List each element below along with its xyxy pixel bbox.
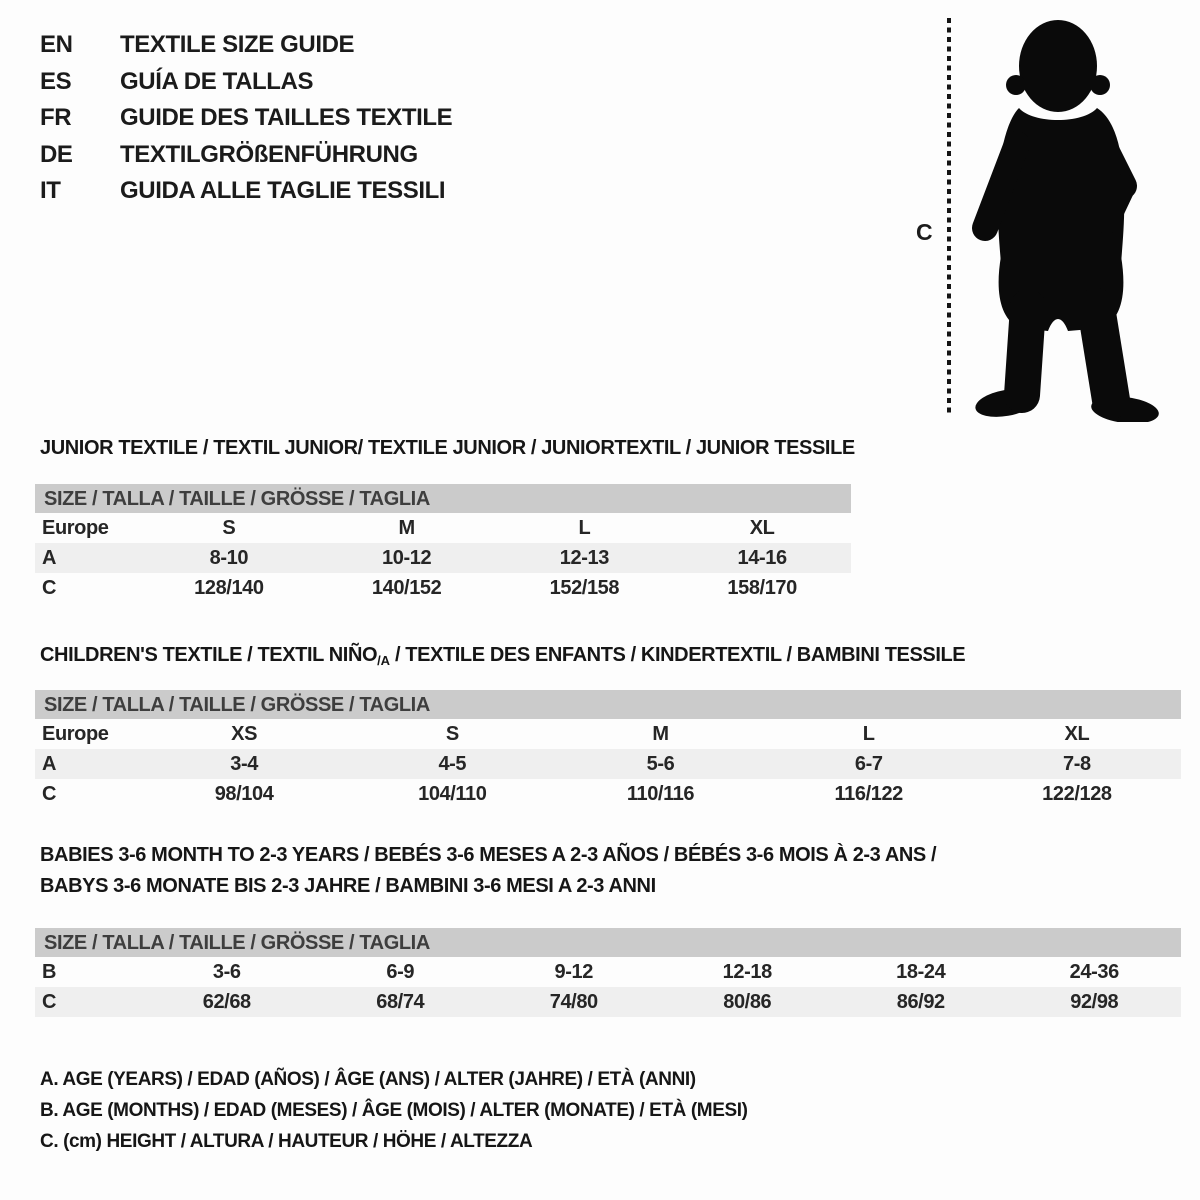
height-measure-line	[947, 18, 951, 415]
row-label: A	[42, 753, 57, 775]
row-label: A	[42, 547, 57, 569]
size-cell: 98/104	[214, 783, 274, 805]
row-label: Europe	[42, 517, 109, 539]
section-title-text: / TEXTILE DES ENFANTS / KINDERTEXTIL / BAMBINI TESSILE	[389, 644, 966, 666]
height-measure-label: C	[916, 219, 933, 245]
section-title-text: JUNIOR TEXTILE / TEXTIL JUNIOR/ TEXTILE JUNIOR / JUNIORTEXTIL / JUNIOR TESSILE	[40, 437, 855, 459]
size-table-header: SIZE / TALLA / TAILLE / GRÖSSE / TAGLIA	[35, 690, 1181, 719]
section-babies-textile	[35, 840, 1181, 1022]
section-childrens-textile	[35, 640, 1181, 820]
section-title	[35, 640, 1181, 672]
guide-title-it: GUIDA ALLE TAGLIE TESSILI	[120, 177, 446, 204]
size-cell: S	[445, 723, 459, 745]
section-title	[35, 433, 855, 464]
size-cell: XL	[1064, 723, 1090, 745]
guide-title-es: GUÍA DE TALLAS	[120, 67, 314, 95]
section-title	[35, 840, 1181, 871]
table-row	[35, 719, 1181, 749]
language-row	[40, 173, 452, 210]
size-cell: 158/170	[727, 577, 797, 599]
size-cell: 12-18	[722, 961, 772, 983]
size-cell: 116/122	[834, 783, 903, 805]
guide-title-fr: GUIDE DES TAILLES TEXTILE	[120, 104, 453, 131]
legend-line-b: B. AGE (MONTHS) / EDAD (MESES) / ÂGE (MOIS) / ALTER (MONATE) / ETÀ (MESI)	[40, 1100, 748, 1121]
size-cell: 74/80	[549, 991, 598, 1013]
size-cell: 152/158	[549, 577, 620, 599]
row-label: C	[42, 577, 57, 599]
size-cell: 104/110	[418, 783, 487, 805]
size-cell: 10-12	[382, 547, 432, 569]
table-row	[35, 749, 1181, 779]
size-cell: 140/152	[371, 577, 442, 599]
size-cell: 3-4	[230, 753, 258, 775]
section-title-text: BABIES 3-6 MONTH TO 2-3 YEARS / BEBÉS 3-6 MESES A 2-3 AÑOS / BÉBÉS 3-6 MOIS À 2-3 ANS /	[40, 844, 937, 866]
row-label: C	[42, 991, 57, 1013]
table-row	[35, 987, 1181, 1017]
guide-title-de: TEXTILGRÖßENFÜHRUNG	[120, 140, 418, 168]
size-cell: 86/92	[896, 991, 945, 1013]
size-cell: 92/98	[1070, 991, 1119, 1013]
size-table-header: SIZE / TALLA / TAILLE / GRÖSSE / TAGLIA	[35, 928, 1181, 957]
size-cell: L	[578, 517, 591, 539]
table-row	[35, 779, 1181, 809]
size-table-header: SIZE / TALLA / TAILLE / GRÖSSE / TAGLIA	[35, 484, 851, 513]
size-cell: 7-8	[1063, 753, 1091, 775]
size-cell: XL	[749, 517, 775, 539]
size-cell: M	[398, 517, 415, 539]
size-cell: 5-6	[646, 753, 675, 775]
toddler-silhouette-icon	[955, 12, 1165, 422]
measure-legend	[40, 1064, 748, 1157]
language-code: IT	[40, 177, 61, 204]
language-code: ES	[40, 67, 72, 95]
guide-title-en: TEXTILE SIZE GUIDE	[120, 31, 355, 58]
size-cell: 6-9	[386, 961, 415, 983]
table-row	[35, 543, 851, 573]
language-code: EN	[40, 31, 73, 58]
section-title-sub: /A	[377, 653, 390, 668]
size-cell: 62/68	[202, 991, 251, 1013]
section-title-text: BABYS 3-6 MONATE BIS 2-3 JAHRE / BAMBINI 3-6 MESI A 2-3 ANNI	[40, 875, 656, 897]
size-cell: L	[862, 723, 875, 745]
table-row	[35, 513, 851, 543]
size-cell: 8-10	[209, 547, 249, 569]
size-cell: 3-6	[212, 961, 241, 983]
section-junior-textile	[35, 433, 855, 613]
legend-line-a: A. AGE (YEARS) / EDAD (AÑOS) / ÂGE (ANS) / ALTER (JAHRE) / ETÀ (ANNI)	[40, 1069, 696, 1090]
size-cell: 12-13	[559, 547, 609, 569]
size-cell: 14-16	[737, 547, 787, 569]
size-table	[35, 690, 1181, 809]
language-title-list	[40, 27, 452, 210]
size-cell: 110/116	[626, 783, 695, 805]
language-row	[40, 137, 452, 174]
language-row	[40, 27, 452, 64]
size-cell: 24-36	[1069, 961, 1119, 983]
section-title-text: CHILDREN'S TEXTILE / TEXTIL NIÑO	[40, 644, 378, 666]
language-row	[40, 100, 452, 137]
size-cell: M	[652, 723, 669, 745]
size-cell: XS	[231, 723, 258, 745]
size-cell: 6-7	[854, 753, 883, 775]
size-cell: 4-5	[438, 753, 467, 775]
language-code: DE	[40, 140, 73, 168]
size-cell: 68/74	[376, 991, 425, 1013]
size-cell: 80/86	[723, 991, 772, 1013]
table-row	[35, 573, 851, 603]
row-label: Europe	[42, 723, 109, 745]
size-cell: 18-24	[896, 961, 946, 983]
size-cell: 128/140	[194, 577, 264, 599]
language-code: FR	[40, 104, 72, 131]
legend-line-c: C. (cm) HEIGHT / ALTURA / HAUTEUR / HÖHE / ALTEZZA	[40, 1131, 533, 1152]
size-table	[35, 928, 1181, 1017]
language-row	[40, 64, 452, 101]
row-label: C	[42, 783, 57, 805]
row-label: B	[42, 961, 57, 983]
size-table	[35, 484, 851, 603]
size-cell: 122/128	[1042, 783, 1112, 805]
size-cell: S	[222, 517, 236, 539]
size-cell: 9-12	[554, 961, 593, 983]
table-row	[35, 957, 1181, 987]
section-title	[35, 871, 1181, 902]
